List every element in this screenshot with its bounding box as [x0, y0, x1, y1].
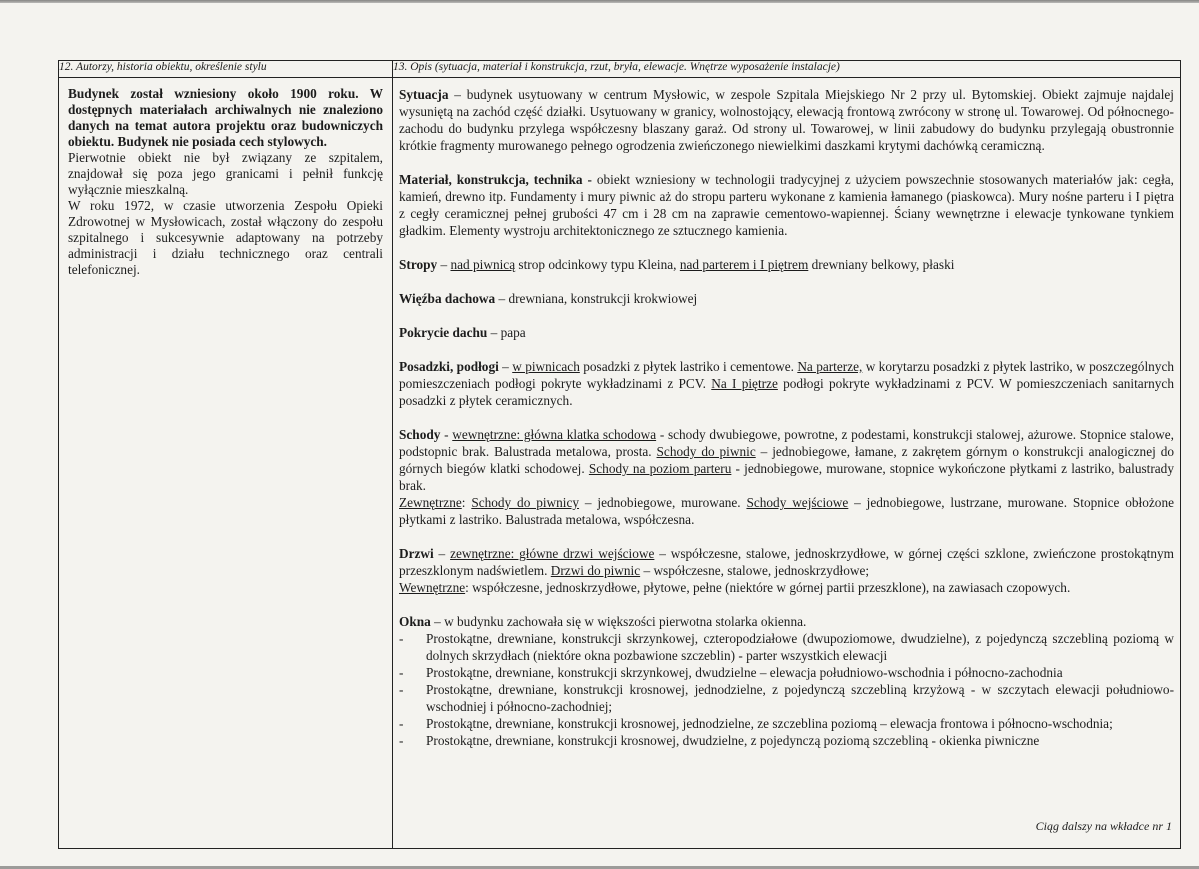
- pokrycie-paragraph: [399, 324, 1174, 341]
- list-item: [399, 681, 1174, 715]
- posadzki-label: Posadzki, podłogi: [399, 359, 499, 374]
- posadzki-text: posadzki z płytek lastriko i cementowe.: [579, 359, 798, 374]
- list-dash: -: [399, 665, 404, 680]
- form-table: [58, 60, 1181, 849]
- stropy-text: strop odcinkowy typu Kleina,: [515, 257, 680, 272]
- section-13-header: 13. Opis (sytuacja, materiał i konstrukcja, rzut, bryła, elewacje. Wnętrze wyposażenie instalacje): [393, 61, 1181, 78]
- posadzki-underlined: Na I piętrze: [711, 376, 778, 391]
- sytuacja-paragraph: [399, 86, 1174, 154]
- pokrycie-text: – papa: [487, 325, 526, 340]
- stropy-text: –: [437, 257, 451, 272]
- list-item-text: Prostokątne, drewniane, konstrukcji krosnowej, dwudzielne, z pojedynczą poziomą szczebliną - okienka piwniczne: [426, 733, 1040, 748]
- okna-list: [399, 630, 1174, 749]
- material-paragraph: [399, 171, 1174, 239]
- schody-underlined: Schody do piwnic: [656, 444, 756, 459]
- schody-underlined: Zewnętrzne: [399, 495, 462, 510]
- schody-underlined: wewnętrzne: główna klatka schodowa: [452, 427, 657, 442]
- list-dash: -: [399, 682, 404, 697]
- posadzki-paragraph: [399, 358, 1174, 409]
- wiezba-label: Więźba dachowa: [399, 291, 496, 306]
- drzwi-underlined: zewnętrzne: główne drzwi wejściowe: [450, 546, 655, 561]
- list-item-text: Prostokątne, drewniane, konstrukcji skrzynkowej, czteropodziałowe (dwupoziomowe, dwudzielne), z pojedynczą szczebliną poziomą w dolnych skrzydłach (niektóre okna pozbawione szczeblin) - parter wszystkich elewacji: [426, 631, 1174, 663]
- posadzki-underlined: Na parterze,: [797, 359, 863, 374]
- drzwi-underlined: Wewnętrzne: [399, 580, 466, 595]
- schody-paragraph: [399, 426, 1174, 528]
- history-paragraph-2: W roku 1972, w czasie utworzenia Zespołu Opieki Zdrowotnej w Mysłowicach, został włączony do zespołu szpitalnego i sukcesywnie adaptowany na potrzeby administracji i działu technicznego oraz centrali telefonicznej.: [68, 198, 383, 277]
- stropy-text: drewniany belkowy, płaski: [808, 257, 955, 272]
- list-dash: -: [399, 733, 404, 748]
- section-12-body: [59, 78, 393, 849]
- stropy-paragraph: [399, 256, 1174, 273]
- schody-underlined: Schody do piwnicy: [471, 495, 580, 510]
- drzwi-text: – współczesne, stalowe, jednoskrzydłowe;: [640, 563, 870, 578]
- posadzki-text: –: [498, 359, 513, 374]
- posadzki-text: w korytarzu posadzki z płytek lastriko, w poszczególnych pomieszczeniach podłogi pokryte wykładzinami z PCV.: [399, 359, 1174, 391]
- continuation-note: Ciąg dalszy na wkładce nr 1: [1035, 819, 1172, 833]
- list-item: [399, 664, 1174, 681]
- schody-text: :: [461, 495, 472, 510]
- drzwi-paragraph: [399, 545, 1174, 596]
- schody-text: - jednobiegowe, murowane, stopnice wykończone płytkami z lastriko, balustrady brak.: [399, 461, 1174, 493]
- schody-label: Schody: [399, 427, 441, 442]
- scan-top-edge: [0, 0, 1199, 3]
- schody-text: -: [440, 427, 453, 442]
- section-12-header: 12. Autorzy, historia obiektu, określenie stylu: [59, 61, 393, 78]
- schody-text: – jednobiegowe, murowane.: [579, 495, 747, 510]
- stropy-underlined: nad parterem i I piętrem: [679, 257, 809, 272]
- posadzki-underlined: w piwnicach: [512, 359, 580, 374]
- okna-text: – w budynku zachowała się w większości pierwotna stolarka okienna.: [430, 614, 807, 629]
- list-item-text: Prostokątne, drewniane, konstrukcji krosnowej, jednodzielne, ze szczeblina poziomą – elewacja frontowa i północno-wschodnia;: [426, 716, 1113, 731]
- stropy-label: Stropy: [399, 257, 438, 272]
- okna-paragraph: [399, 613, 1174, 630]
- list-item: [399, 732, 1174, 749]
- schody-underlined: Schody wejściowe: [746, 495, 849, 510]
- sytuacja-label: Sytuacja: [399, 87, 449, 102]
- pokrycie-label: Pokrycie dachu: [399, 325, 488, 340]
- section-13-body: [393, 78, 1181, 849]
- material-label: Materiał, konstrukcja, technika -: [399, 172, 592, 187]
- list-item-text: Prostokątne, drewniane, konstrukcji krosnowej, jednodzielne, z pojedynczą szczebliną krzyżową - w szczytach elewacji południowo-wschodniej i północno-zachodniej;: [426, 682, 1174, 714]
- material-text: obiekt wzniesiony w technologii tradycyjnej z użyciem powszechnie stosowanych materiałów jak: cegła, kamień, drewno itp. Fundamenty i mury piwnic aż do stropu parteru wykonane z kamienia łamanego (piaskowca). Mury nośne parteru i I piętra z cegły ceramicznej pełnej grubości 47 cm i 28 cm na zaprawie cementowo-wapiennej. Ściany wewnętrzne i elewacje tynkowane tynkiem gładkim. Elementy wystroju architektonicznego ze sztucznego kamienia.: [399, 172, 1174, 238]
- wiezba-paragraph: [399, 290, 1174, 307]
- posadzki-text: podłogi pokryte wykładzinami z PCV. W pomieszczeniach sanitarnych posadzki z płytek ceramicznych.: [399, 376, 1174, 408]
- drzwi-underlined: Drzwi do piwnic: [550, 563, 641, 578]
- list-dash: -: [399, 716, 404, 731]
- wiezba-text: – drewniana, konstrukcji krokwiowej: [495, 291, 698, 306]
- drzwi-label: Drzwi: [399, 546, 434, 561]
- stropy-underlined: nad piwnicą: [450, 257, 516, 272]
- list-dash: -: [399, 631, 404, 646]
- history-paragraph-1: Pierwotnie obiekt nie był związany ze szpitalem, znajdował się poza jego granicami i pełnił funkcję wyłącznie mieszkalną.: [68, 150, 383, 197]
- list-item: [399, 630, 1174, 664]
- drzwi-text: – współczesne, stalowe, jednoskrzydłowe, w górnej części szklone, zwieńczone prostokątnym przeszklonym nadświetlem.: [399, 546, 1175, 578]
- construction-date-paragraph: Budynek został wzniesiony około 1900 roku. W dostępnych materiałach archiwalnych nie znaleziono danych na temat autora projektu oraz budowniczych obiektu. Budynek nie posiada cech stylowych.: [68, 86, 383, 149]
- sytuacja-text: – budynek usytuowany w centrum Mysłowic, w zespole Szpitala Miejskiego Nr 2 przy ul. Bytomskiej. Obiekt zajmuje najdalej wysuniętą na zachód część działki. Usytuowany w granicy, wolnostojący, elewacją frontową zwrócony w stronę ul. Towarowej. Od północnego-zachodu do budynku przylega współczesny blaszany garaż. Od strony ul. Towarowej, w linii zabudowy do budynku przylegają obustronnie krótkie fragmenty murowanego pełnego ogrodzenia zwieńczonego niewielkimi daszkami krytymi dachówką ceramiczną.: [399, 87, 1174, 153]
- schody-text: - schody dwubiegowe, powrotne, z podestami, konstrukcji stalowej, ażurowe. Stopnice stalowe, podstopnic brak. Balustrada metalowa, prosta.: [399, 427, 1174, 459]
- schody-underlined: Schody na poziom parteru: [588, 461, 732, 476]
- drzwi-text: –: [433, 546, 451, 561]
- okna-label: Okna: [399, 614, 431, 629]
- list-item: [399, 715, 1174, 732]
- list-item-text: Prostokątne, drewniane, konstrukcji skrzynkowej, dwudzielne – elewacja południowo-wschodnia i północno-zachodnia: [426, 665, 1063, 680]
- drzwi-text: : współczesne, jednoskrzydłowe, płytowe, pełne (niektóre w górnej partii przeszklone), na zawiasach czopowych.: [465, 580, 1071, 595]
- schody-text: – jednobiegowe, łamane, z zakrętem górnym o konstrukcji analogicznej do górnych biegów klatki schodowej.: [399, 444, 1175, 476]
- schody-text: – jednobiegowe, lustrzane, murowane. Stopnice obłożone płytkami z lastriko. Balustrada metalowa, współczesna.: [399, 495, 1175, 527]
